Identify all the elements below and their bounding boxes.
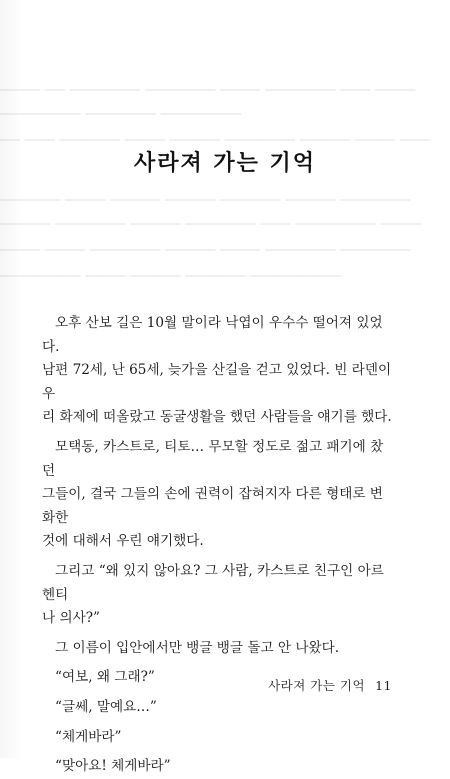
bleed-through-line: ▁▁▁▁▁ ▁▁▁▁▁▁▁ ▁▁▁▁▁ ▁▁▁▁▁▁▁ ▁▁▁ ▁▁▁▁▁▁▁▁ ▁▁▁▁ <box>0 210 422 225</box>
page-number: 11 <box>375 678 392 693</box>
text-line: “맞아요! 체게바라” <box>55 758 171 775</box>
text-line: 그들이, 결국 그들의 손에 권력이 잡혀지자 다른 형태로 변화한 <box>42 486 383 526</box>
dialogue-line <box>42 726 392 750</box>
text-line: 것에 대해서 우린 얘기했다. <box>42 533 204 550</box>
bleed-through-line: ▁▁▁▁ ▁▁ ▁▁▁▁▁▁▁ ▁▁▁▁▁▁▁ ▁▁▁▁ ▁▁▁▁▁▁▁ ▁▁▁ ▁▁▁▁ <box>0 76 416 91</box>
paragraph <box>42 436 392 554</box>
bleed-through-line: ▁▁▁▁▁▁▁▁ ▁▁▁▁ ▁▁▁▁▁ ▁▁▁▁▁▁ ▁▁▁▁▁▁▁▁▁ <box>0 262 342 277</box>
text-line: 그리고 “왜 있지 않아요? 그 사람, 카스트로 친구인 아르헨티 <box>42 562 384 603</box>
text-line: 그 이름이 입안에서만 뱅글 뱅글 돌고 안 나왔다. <box>55 639 340 656</box>
paragraph <box>42 560 392 631</box>
text-line: 모택동, 카스트로, 티토… 무모할 정도로 젊고 패기에 찼던 <box>42 438 384 479</box>
page-footer <box>268 676 392 694</box>
dialogue-line <box>42 755 392 779</box>
text-line: “글쎄, 말예요…” <box>55 698 157 715</box>
bleed-through-line: ▁▁▁▁▁▁▁▁ ▁▁▁▁▁▁▁ ▁▁▁▁▁▁▁▁ <box>0 100 242 115</box>
text-line: 남편 72세, 난 65세, 늦가을 산길을 걷고 있었다. 빈 라덴이 우 <box>42 362 392 402</box>
paragraph <box>42 637 392 661</box>
text-line: 리 화제에 떠올랐고 동굴생활을 했던 사람들을 얘기를 했다. <box>42 409 392 426</box>
body-text <box>42 312 392 779</box>
text-line: “여보, 왜 그래?” <box>55 669 155 686</box>
bleed-through-line: ▁▁▁▁▁▁ ▁▁▁▁ ▁▁▁▁▁ ▁▁▁▁▁ ▁▁▁▁▁▁ ▁▁▁▁▁ ▁▁▁▁▁▁▁ <box>0 186 412 201</box>
bleed-through-line: ▁▁▁▁ ▁▁▁▁ ▁▁▁▁▁▁▁ ▁▁▁▁▁ ▁▁▁▁ ▁▁▁▁▁▁▁ ▁▁▁▁▁▁▁ <box>0 236 412 251</box>
dialogue-line <box>42 696 392 720</box>
text-line: 오후 산보 길은 10월 말이라 낙엽이 우수수 떨어져 있었다. <box>42 315 383 355</box>
chapter-title: 사라져 가는 기억 <box>133 150 317 176</box>
bleed-through-line: ▁▁ ▁▁▁ ▁▁▁▁▁▁ ▁▁▁▁ ▁▁▁▁▁ ▁▁▁▁▁▁▁ ▁▁▁▁▁ ▁▁▁▁ ▁▁▁ <box>0 126 431 141</box>
running-title: 사라져 가는 기억 <box>268 678 366 693</box>
text-line: 나 의사?” <box>42 610 100 627</box>
paragraph <box>42 312 392 430</box>
text-line: “체게바라” <box>55 728 122 745</box>
